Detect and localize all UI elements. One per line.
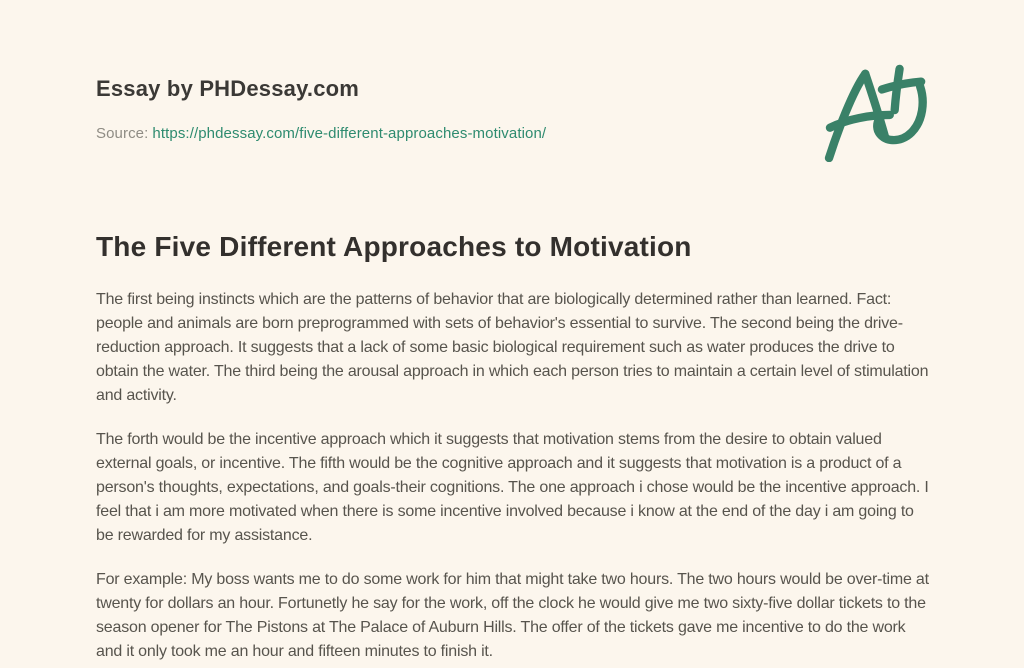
essay-title: The Five Different Approaches to Motivation <box>96 231 692 262</box>
essay-content <box>96 231 934 664</box>
source-url-link[interactable]: https://phdessay.com/five-different-approaches-motivation/ <box>152 125 547 142</box>
source-line <box>96 125 934 142</box>
page-title: Essay by PHDessay.com <box>96 76 360 101</box>
essay-paragraph: The forth would be the incentive approach which it suggests that motivation stems from the desire to obtain valued external goals, or incentive. The fifth would be the cognitive approach and it suggests that motivation is a product of a person's thoughts, expectations, and goals-their cognitions. The one approach i chose would be the incentive approach. I feel that i am more motivated when there is some incentive involved because i know at the end of the day i am going to be rewarded for my assistance. <box>96 431 929 544</box>
source-label: Source: <box>96 125 149 142</box>
essay-body <box>96 288 934 664</box>
document-header <box>96 0 934 142</box>
essay-paragraph: The first being instincts which are the patterns of behavior that are biologically determined rather than learned. Fact: people and animals are born preprogrammed with sets of behavior's essential to survive. The second being the drive-reduction approach. It suggests that a lack of some basic biological requirement such as water produces the drive to obtain the water. The third being the arousal approach in which each person tries to maintain a certain level of stimulation and activity. <box>96 291 929 404</box>
essay-paragraph: For example: My boss wants me to do some work for him that might take two hours. The two hours would be over-time at twenty for dollars an hour. Fortunetly he say for the work, off the clock he would give me two sixty-five dollar tickets to the season opener for The Pistons at The Palace of Auburn Hills. The offer of the tickets gave me incentive to do the work and it only took me an hour and fifteen minutes to finish it. <box>96 571 929 660</box>
